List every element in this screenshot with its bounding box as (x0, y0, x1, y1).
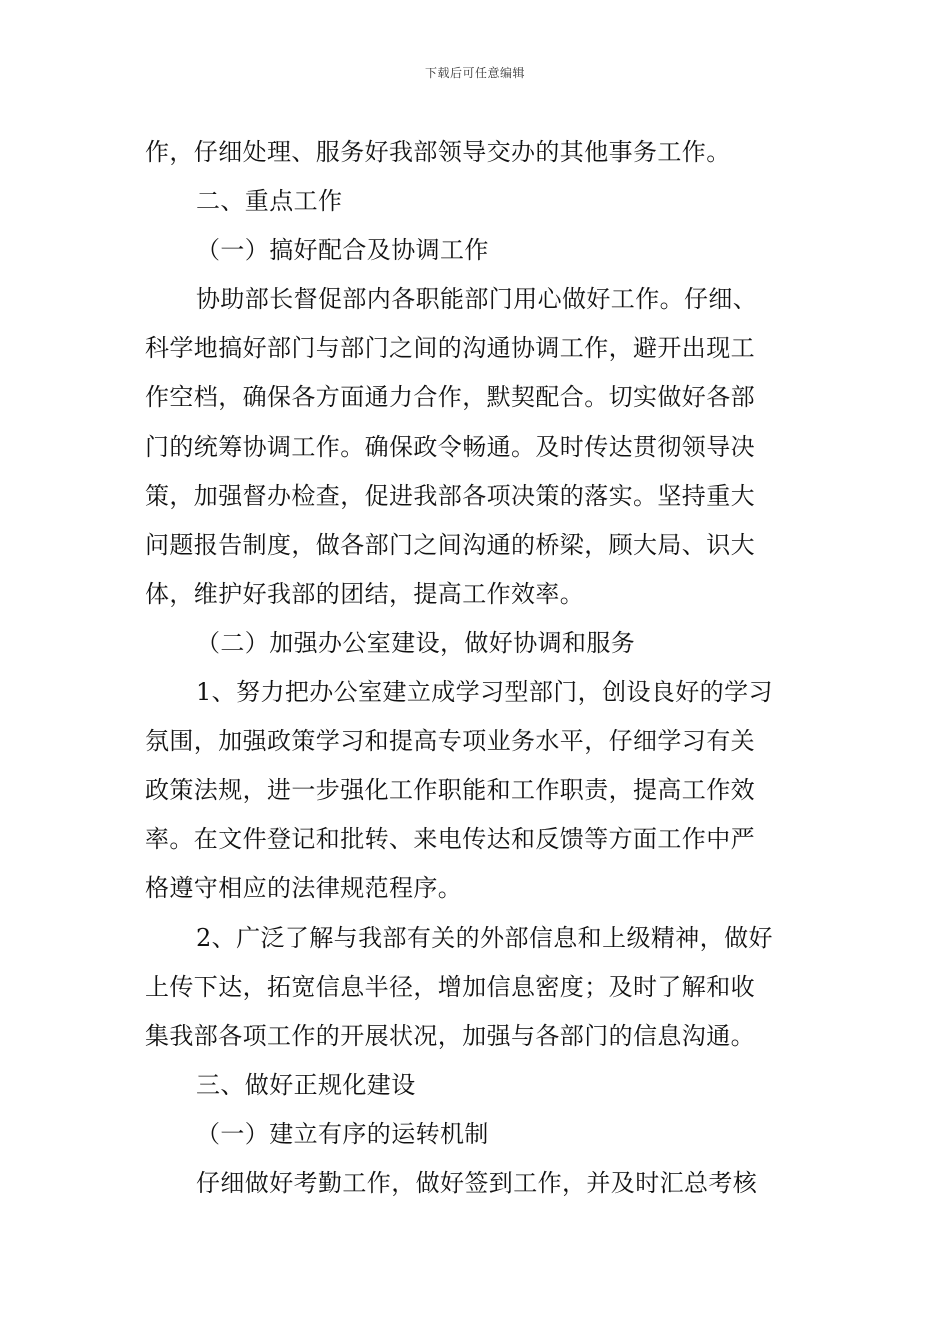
text-line: 门的统筹协调工作。确保政令畅通。及时传达贯彻领导决 (145, 432, 755, 461)
subsection-heading: （一）建立有序的运转机制 (196, 1119, 489, 1148)
text-line: 氛围，加强政策学习和提高专项业务水平，仔细学习有关 (145, 727, 755, 756)
page-header: 下载后可任意编辑 (424, 66, 525, 80)
section-heading: 三、做好正规化建设 (196, 1070, 416, 1099)
text-line: 作空档，确保各方面通力合作，默契配合。切实做好各部 (145, 383, 755, 412)
subsection-heading: （一）搞好配合及协调工作 (196, 236, 489, 265)
text-line: 率。在文件登记和批转、来电传达和反馈等方面工作中严 (145, 825, 755, 854)
paragraph-start: 仔细做好考勤工作，做好签到工作，并及时汇总考核 (196, 1168, 758, 1197)
subsection-heading: （二）加强办公室建设，做好协调和服务 (196, 628, 636, 657)
text-line: 作，仔细处理、服务好我部领导交办的其他事务工作。 (145, 138, 731, 166)
paragraph-start: 2、广泛了解与我部有关的外部信息和上级精神，做好 (196, 923, 773, 952)
section-heading: 二、重点工作 (196, 187, 343, 216)
text-line: 科学地搞好部门与部门之间的沟通协调工作，避开出现工 (145, 334, 755, 363)
text-line: 集我部各项工作的开展状况，加强与各部门的信息沟通。 (145, 1021, 755, 1050)
paragraph-start: 协助部长督促部内各职能部门用心做好工作。仔细、 (196, 285, 758, 314)
text-line: 策，加强督办检查，促进我部各项决策的落实。坚持重大 (145, 481, 755, 510)
text-line: 政策法规，进一步强化工作职能和工作职责，提高工作效 (145, 776, 755, 805)
paragraph-start: 1、努力把办公室建立成学习型部门，创设良好的学习 (196, 678, 773, 707)
text-line: 上传下达，拓宽信息半径，增加信息密度；及时了解和收 (145, 972, 755, 1001)
text-line: 体，维护好我部的团结，提高工作效率。 (145, 579, 585, 608)
text-line: 格遵守相应的法律规范程序。 (145, 874, 463, 903)
document-body (145, 128, 807, 1208)
text-line: 问题报告制度，做各部门之间沟通的桥梁，顾大局、识大 (145, 530, 755, 559)
